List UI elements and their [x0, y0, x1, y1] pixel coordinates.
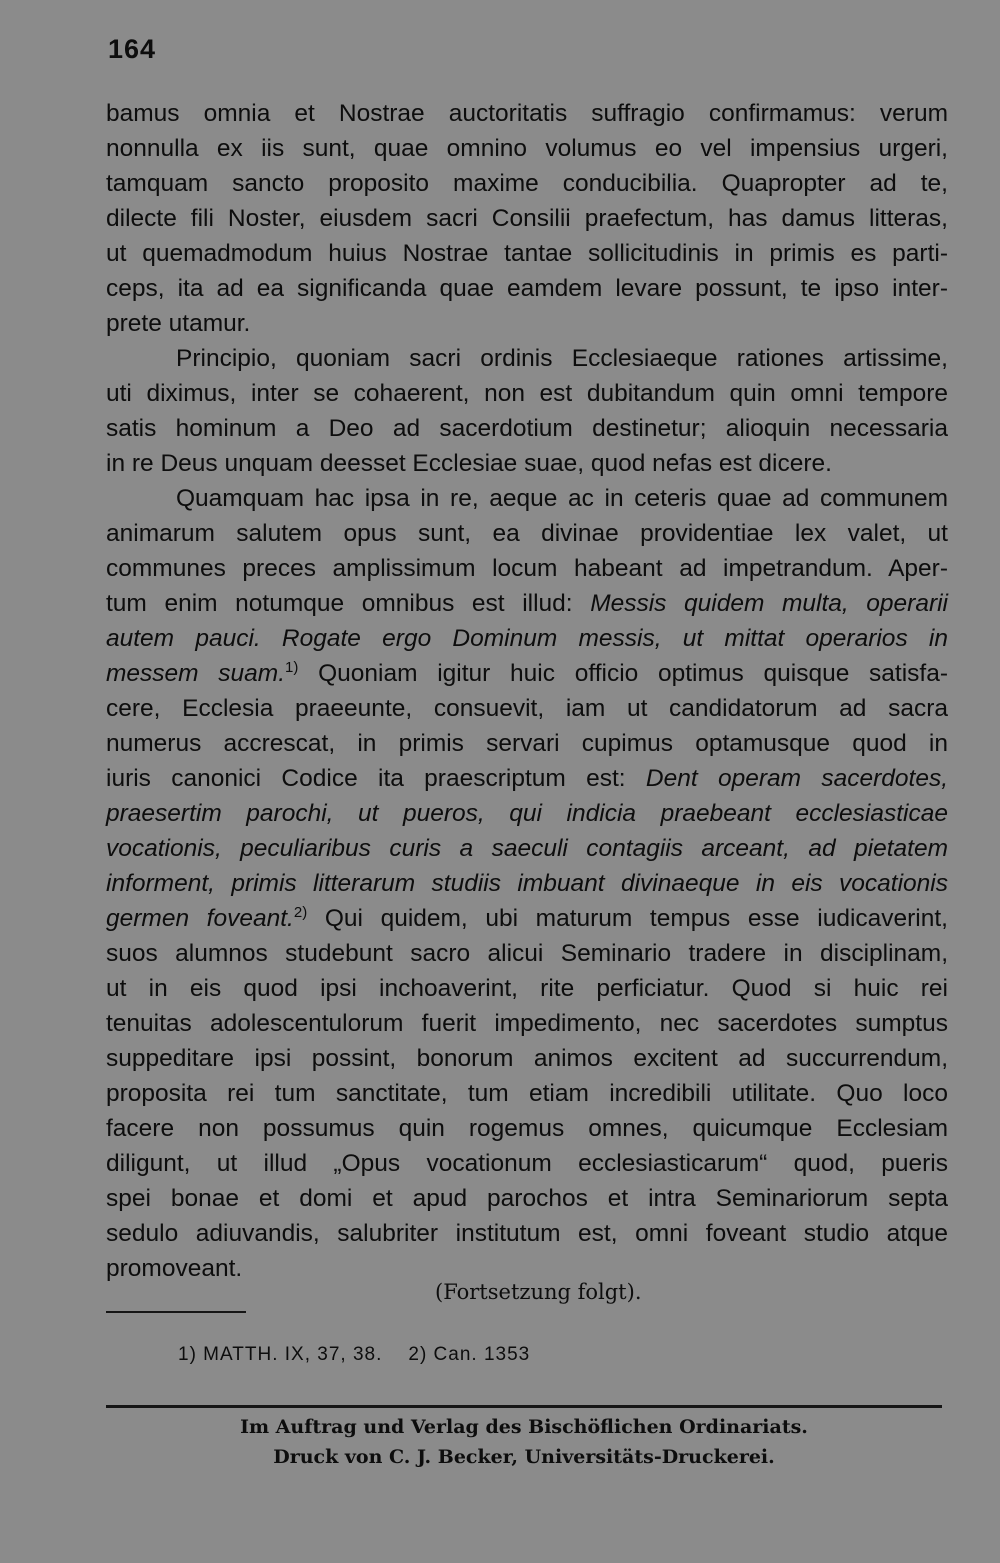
footnote-marker: 2) [293, 903, 308, 921]
text-line [106, 866, 948, 901]
continuation-note: (Fortsetzung folgt). [435, 1280, 642, 1304]
text-line: nonnulla ex iis sunt, quae omnino volumus eo vel impensius urgeri, [106, 135, 948, 162]
canon-quote: informent, primis litterarum studiis imbuant divinaeque in eis vocationis [106, 870, 948, 897]
text-line: tenuitas adolescentulorum fuerit impedimento, nec sacerdotes sumptus [106, 1010, 948, 1037]
scripture-quote: Messis quidem multa, operarii [590, 590, 949, 617]
text-line: dilecte fili Noster, eiusdem sacri Consilii praefectum, has damus litteras, [106, 205, 948, 232]
text-line: Quamquam hac ipsa in re, aeque ac in ceteris quae ad communem [176, 485, 948, 512]
text-line: sedulo adiuvandis, salubriter institutum est, omni foveant studio atque [106, 1220, 948, 1247]
footnotes [178, 1344, 530, 1366]
footnote-2: 2) Can. 1353 [408, 1344, 531, 1365]
canon-quote: Dent operam sacerdotes, [645, 765, 948, 792]
text-line: ut quemadmodum huius Nostrae tantae sollicitudinis in primis es parti- [106, 240, 948, 267]
footnote-1: 1) MATTH. IX, 37, 38. [178, 1344, 383, 1365]
text-line: cere, Ecclesia praeeunte, consuevit, iam ut candidatorum ad sacra [106, 695, 948, 722]
canon-quote: germen foveant. [106, 905, 294, 932]
imprint-line: Im Auftrag und Verlag des Bischöflichen Ordinariats. [240, 1416, 808, 1438]
text-line: numerus accrescat, in primis servari cupimus optamusque quod in [106, 730, 948, 757]
text-line: tamquam sancto proposito maxime conducibilia. Quapropter ad te, [106, 170, 948, 197]
text-segment: iuris canonici Codice ita praescriptum est: [106, 765, 626, 792]
text-line: satis hominum a Deo ad sacerdotium destinetur; alioquin necessaria [106, 415, 948, 442]
text-line: promoveant. [106, 1255, 243, 1282]
text-line: uti diximus, inter se cohaerent, non est dubitandum quin omni tempore [106, 380, 948, 407]
text-line: communes preces amplissimum locum habeant ad impetrandum. Aper- [106, 555, 948, 582]
body-text [106, 96, 948, 1286]
text-line: in re Deus unquam deesset Ecclesiae suae, quod nefas est dicere. [106, 450, 832, 477]
text-line [106, 796, 948, 831]
text-line: spei bonae et domi et apud parochos et intra Seminariorum septa [106, 1185, 948, 1212]
text-segment: Quoniam igitur huic officio optimus quisque satisfa- [318, 660, 949, 687]
scripture-quote: autem pauci. Rogate ergo Dominum messis, ut mittat operarios in [106, 625, 948, 652]
text-segment: tum enim notumque omnibus est illud: [106, 590, 573, 617]
text-line [106, 621, 948, 656]
text-line: diligunt, ut illud „Opus vocationum ecclesiasticarum“ quod, pueris [106, 1150, 948, 1177]
text-line: animarum salutem opus sunt, ea divinae providentiae lex valet, ut [106, 520, 948, 547]
footnote-divider [106, 1311, 246, 1313]
canon-quote: praesertim parochi, ut pueros, qui indicia praebeant ecclesiasticae [106, 800, 948, 827]
text-line: suppeditare ipsi possint, bonorum animos excitent ad succurrendum, [106, 1045, 948, 1072]
footnote-marker: 1) [285, 658, 299, 676]
text-line: facere non possumus quin rogemus omnes, quicumque Ecclesiam [106, 1115, 948, 1142]
page-number: 164 [108, 34, 157, 64]
text-line [106, 901, 948, 936]
text-line: ut in eis quod ipsi inchoaverint, rite perficiatur. Quod si huic rei [106, 975, 948, 1002]
imprint-divider [106, 1405, 942, 1408]
text-line [106, 586, 948, 621]
text-line [106, 761, 948, 796]
text-segment: Qui quidem, ubi maturum tempus esse iudicaverint, [324, 905, 948, 932]
canon-quote: vocationis, peculiaribus curis a saeculi contagiis arceant, ad pietatem [106, 835, 948, 862]
imprint-line: Druck von C. J. Becker, Universitäts-Druckerei. [273, 1446, 775, 1468]
text-line: suos alumnos studebunt sacro alicui Seminario tradere in disciplinam, [106, 940, 948, 967]
text-line: ceps, ita ad ea significanda quae eamdem levare possunt, te ipso inter- [106, 275, 948, 302]
text-line [106, 831, 948, 866]
text-line: proposita rei tum sanctitate, tum etiam incredibili utilitate. Quo loco [106, 1080, 948, 1107]
text-line: bamus omnia et Nostrae auctoritatis suffragio confirmamus: verum [106, 100, 948, 127]
text-line: Principio, quoniam sacri ordinis Ecclesiaeque rationes artissime, [176, 345, 948, 372]
scripture-quote: messem suam. [106, 660, 286, 687]
text-line [106, 656, 948, 691]
text-line: prete utamur. [106, 310, 251, 337]
